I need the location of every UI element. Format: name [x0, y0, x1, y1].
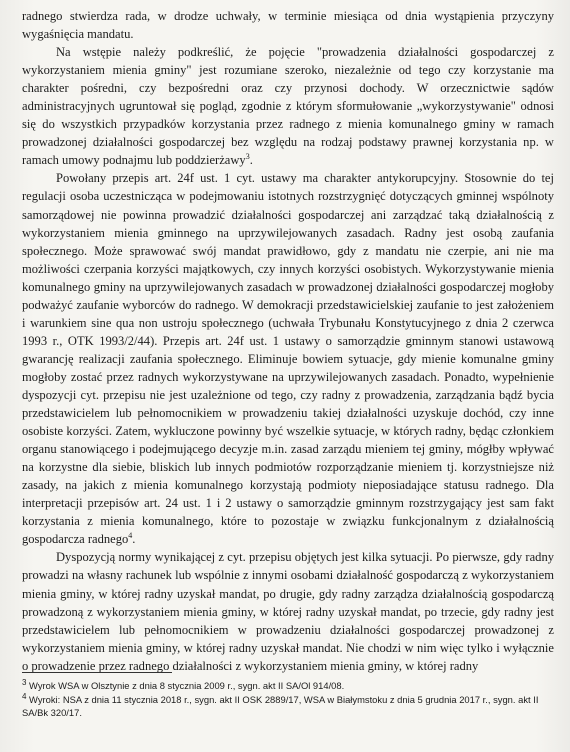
footnotes	[22, 679, 554, 720]
paragraph-text: Powołany przepis art. 24f ust. 1 cyt. ustawy ma charakter antykorupcyjny. Stosownie do tej regulacji osoba uczestnicząca w podejmowaniu istotnych rozstrzygnięć dotyczących gminnej wspólnoty samorządowej nie powinna prowadzić działalności gospodarczej ani zarządzać taką działalnością z wykorzystaniem mienia gminnego na uprzywilejowanych zasadach. Radny jest osobą zaufania społecznego. Może sprawować swój mandat prawidłowo, gdy z mandatu nie czerpie, ani nie ma możliwości czerpania korzyści majątkowych, czy innych korzyści osobistych. Wykorzystywanie mienia komunalnego gminy na uprzywilejowanych zasadach w prowadzonej działalności gospodarczej mogłoby podważyć zaufanie wyborców do radnego. W demokracji przedstawicielskiej zaufanie to jest założeniem i warunkiem sine qua non ustroju społecznego (uchwała Trybunału Konstytucyjnego z dnia 2 czerwca 1993 r., OTK 1993/2/44). Przepis art. 24f ust. 1 ustawy o samorządzie gminnym stanowi ustawową gwarancję realizacji zaufania społecznego. Eliminuje bowiem sytuacje, gdy mienie komunalne gminy mogłoby zostać przez radnych wykorzystywane na uprzywilejowanych zasadach. Ponadto, wypełnienie dyspozycji cyt. przepisu nie jest uzależnione od tego, czy radny z prowadzenia, zarządzania bądź bycia przedstawicielem lub pełnomocnikiem w prowadzeniu takiej działalności uzyskuje dochód, czy inne osobiste korzyści. Zatem, wykluczone powinny być wszelkie sytuacje, w których radny, będąc członkiem organu stanowiącego i podejmującego decyzje m.in. zasad zarządu mieniem tej gminy, mógłby wpływać na korzystne dla siebie, bliskich lub innych podmiotów rozporządzanie mieniem tj. korzystniejsze niż zasady, na jakich z mienia komunalnego korzystają podmioty nieposiadające statusu radnego. Dla interpretacji przepisów art. 24 ust. 1 i 2 ustawy o samorządzie gminnym rozstrzygający jest sam fakt korzystania z mienia komunalnego, które to pozostaje w związku funkcjonalnym z działalnością gospodarcza radnego	[22, 171, 554, 547]
footnote-separator	[22, 672, 172, 673]
footnote-4	[22, 693, 554, 720]
footnote-text: Wyroki: NSA z dnia 11 stycznia 2018 r., sygn. akt II OSK 2889/17, WSA w Białymstoku z dnia 5 grudnia 2017 r., sygn. akt II SA/Bk 320/17.	[22, 693, 539, 719]
paragraph-usage-of-municipal-property	[22, 43, 554, 169]
paragraph-text: Na wstępie należy podkreślić, że pojęcie "prowadzenia działalności gospodarczej z wykorzystaniem mienia gminy" jest rozumiane szeroko, niezależnie od tego czy korzystanie ma charakter pośredni, czy bezpośredni oraz czy przynosi dochody. W orzecznictwie sądów administracyjnych ugruntował się pogląd, zgodnie z którym sformułowanie „wykorzystywanie" odnosi się do wszystkich przypadków korzystania przez radnego z mienia komunalnego gminy w ramach prowadzonej działalności gospodarczej bez względu na rodzaj podstawy prawnej korzystania np. w ramach umowy podnajmu lub poddzierżawy	[22, 45, 554, 168]
footnote-3	[22, 679, 554, 693]
paragraph-norm-situations	[22, 548, 554, 674]
paragraph-text: Dyspozycją normy wynikającej z cyt. przepisu objętych jest kilka sytuacji. Po pierwsze, gdy radny prowadzi na własny rachunek lub wspólnie z innymi osobami działalność gospodarczą z wykorzystaniem mienia gminy, w której radny uzyskał mandat, po drugie, gdy radny zarządza działalnością gospodarczą prowadzoną z wykorzystaniem mienia gminy, w której radny uzyskał mandat, po trzecie, gdy radny jest przedstawicielem lub pełnomocnikiem w prowadzeniu działalności gospodarczej prowadzonej z wykorzystaniem mienia gminy, w której radny uzyskał mandat. Nie chodzi w nim więc tylko i wyłącznie o prowadzenie przez radnego działalności z wykorzystaniem mienia gminy, w której radny	[22, 550, 554, 673]
footnote-number: 4	[22, 691, 27, 701]
footnote-number: 3	[22, 677, 27, 687]
footnote-text: Wyrok WSA w Olsztynie z dnia 8 stycznia 2009 r., sygn. akt II SA/Ol 914/08.	[26, 680, 345, 691]
sentence-period: .	[249, 153, 253, 168]
document-body	[22, 7, 554, 675]
footnote-ref[interactable]: 3	[245, 152, 250, 162]
paragraph-text: radnego stwierdza rada, w drodze uchwały, w terminie miesiąca od dnia wystąpienia przyczyny wygaśnięcia mandatu.	[22, 9, 554, 42]
paragraph-anticorruption	[22, 169, 554, 548]
sentence-period: .	[132, 532, 136, 547]
footnote-ref[interactable]: 4	[128, 531, 133, 541]
paragraph-continuation	[22, 7, 554, 43]
